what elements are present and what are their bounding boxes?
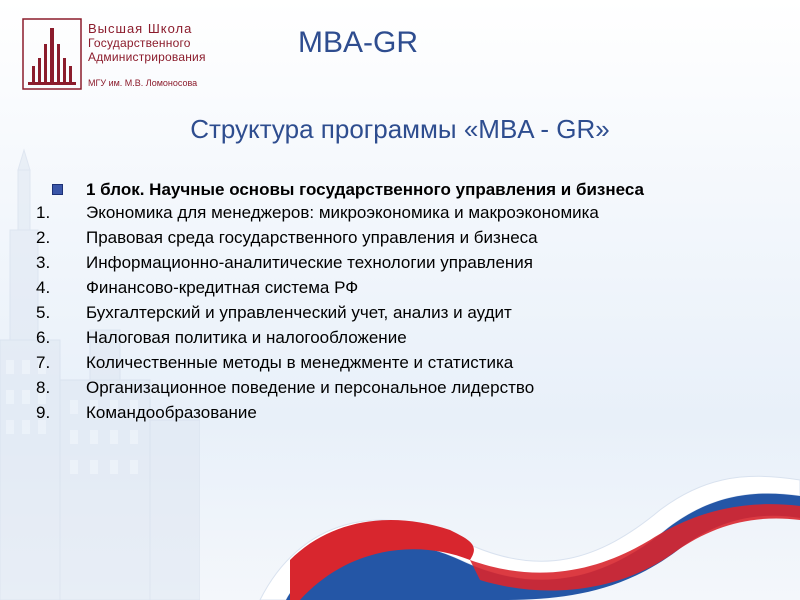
- logo-line-1: Высшая Школа: [88, 21, 193, 36]
- slide-title: Структура программы «MBA - GR»: [190, 114, 610, 144]
- list-item-text: Количественные методы в менеджменте и статистика: [86, 353, 514, 372]
- list-item-text: Налоговая политика и налогообложение: [86, 328, 407, 347]
- square-bullet-icon: [52, 184, 63, 195]
- program-name: MBA-GR: [298, 26, 418, 59]
- list-item: [36, 353, 716, 373]
- list-item-number: 9.: [36, 403, 51, 422]
- logo-line-4: МГУ им. М.В. Ломоносова: [88, 78, 198, 88]
- list-item: [36, 303, 716, 323]
- list-item-number: 2.: [36, 228, 51, 247]
- block-heading-text: 1 блок. Научные основы государственного управления и бизнеса: [86, 180, 644, 199]
- building-logo-icon: [22, 18, 82, 90]
- list-item: [36, 228, 716, 248]
- list-item-number: 1.: [36, 203, 51, 222]
- list-item-text: Организационное поведение и персональное лидерство: [86, 378, 535, 397]
- list-item-number: 5.: [36, 303, 51, 322]
- list-item-text: Финансово-кредитная система РФ: [86, 278, 359, 297]
- list-item: [36, 378, 716, 398]
- list-item: [36, 328, 716, 348]
- logo-line-3: Администрирования: [88, 50, 206, 64]
- logo-line-2: Государственного: [88, 36, 191, 50]
- list-item-text: Информационно-аналитические технологии управления: [86, 253, 533, 272]
- list-item-number: 6.: [36, 328, 51, 347]
- list-item: [36, 403, 716, 423]
- list-item-text: Правовая среда государственного управления и бизнеса: [86, 228, 538, 247]
- list-item-number: 3.: [36, 253, 51, 272]
- list-item-number: 7.: [36, 353, 51, 372]
- list-item: [36, 278, 716, 298]
- list-item: [36, 203, 716, 223]
- list-item-number: 8.: [36, 378, 51, 397]
- list-item-text: Бухгалтерский и управленческий учет, анализ и аудит: [86, 303, 512, 322]
- program-structure-list: [36, 180, 716, 428]
- block-heading: [36, 180, 716, 200]
- list-item-text: Экономика для менеджеров: микроэкономика и макроэкономика: [86, 203, 599, 222]
- list-item: [36, 253, 716, 273]
- list-item-text: Командообразование: [86, 403, 257, 422]
- school-logo: [22, 18, 222, 98]
- list-item-number: 4.: [36, 278, 51, 297]
